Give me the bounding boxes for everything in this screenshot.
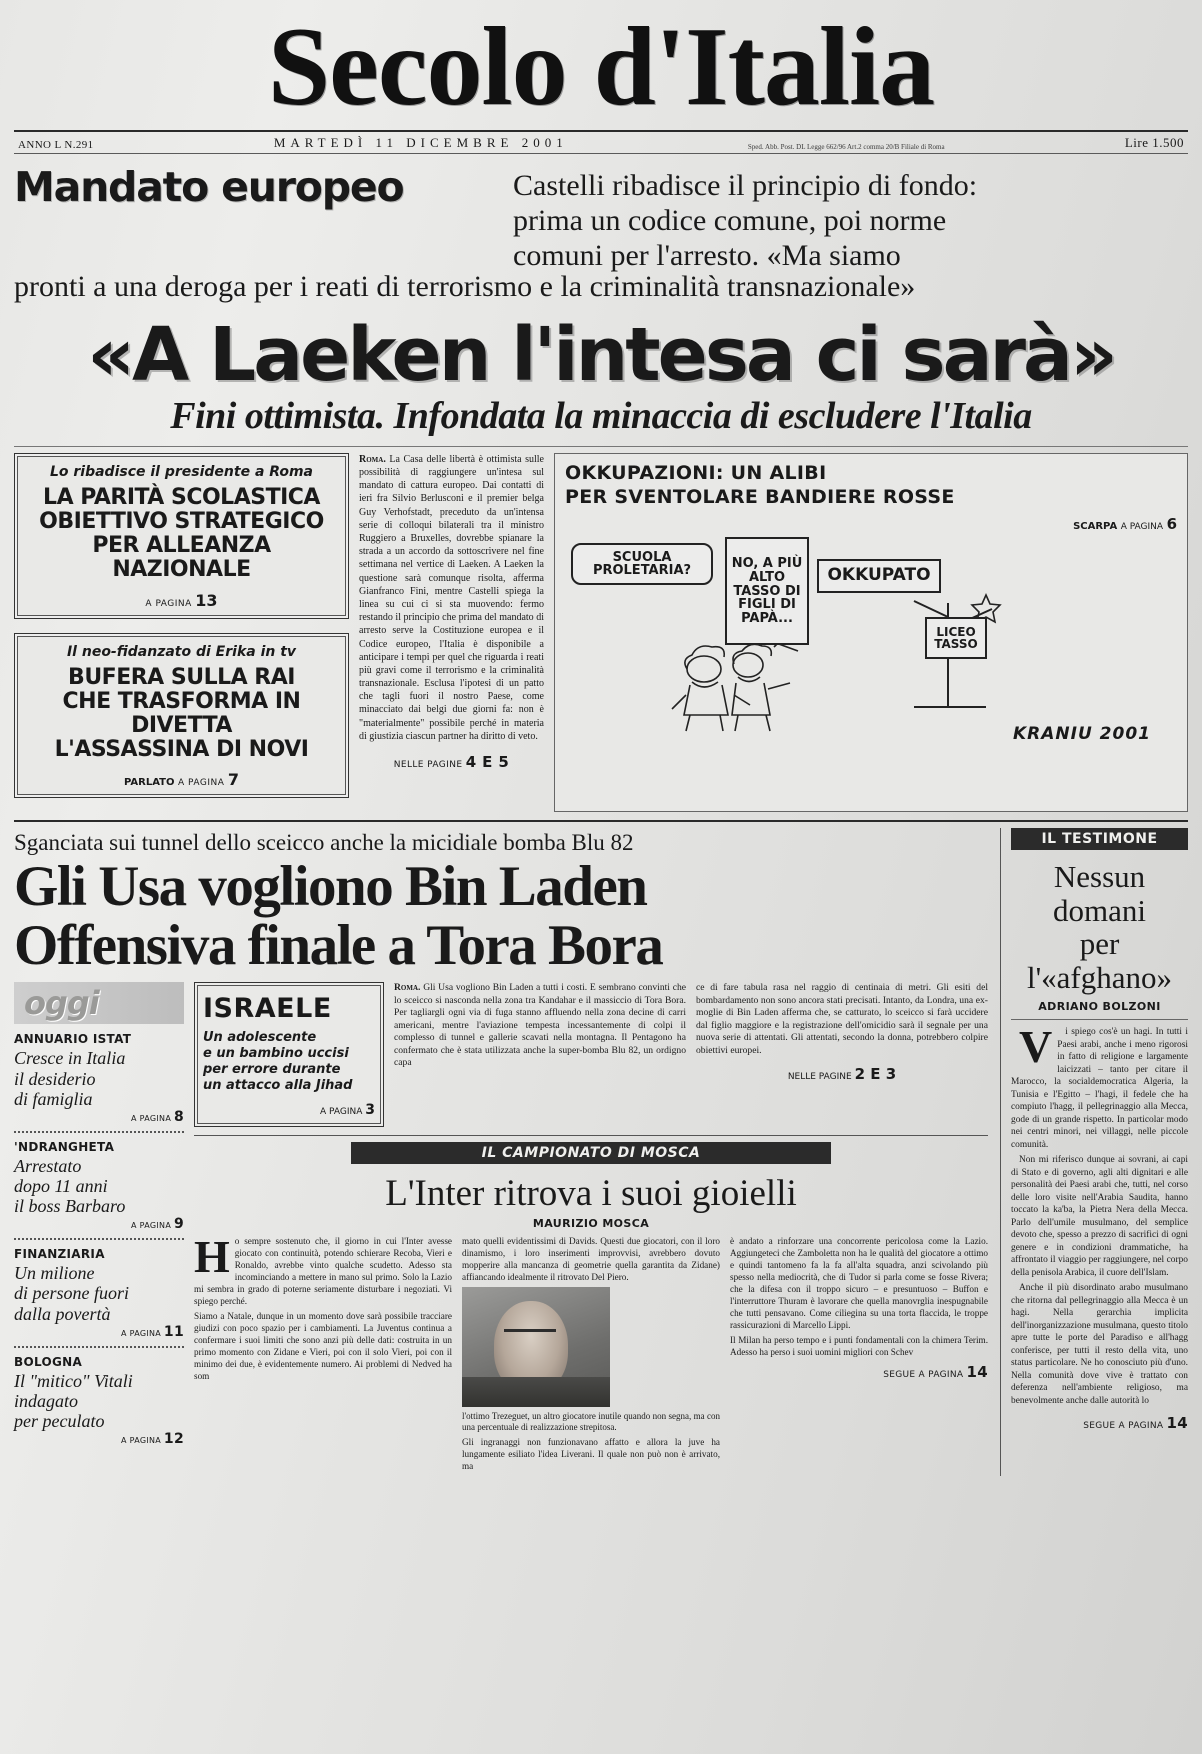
lead-body-text: La Casa delle libertà è ottimista sulle possibilità di raggiungere un'intesa sul mandato di cattura europeo. Dai contatti di ieri fra Silvio Berlusconi e il premier belga Guy Verhofstadt, preceduto da un'intensa serie di colloqui bilaterali tra il ministro Ruggiero a Bruxelles, dovrebbe spianare la strada a un accordo da sottoscrivere nel fine settimana nel vertice di Laeken. A Laeken la questione sarà comunque risolta, afferma Gianfranco Fini, mentre Castelli spiega la linea su cui ci si sta muovendo: fermo restando il principio che prima del mandato di arresto serve la Costituzione europea e il Codice europeo, l'Italia è disponibile a anticipare i tempi per quel che riguarda i reati più gravi come il terrorismo e la criminalità transnazionale. Esclusa l'ipotesi di un patto che tagli fuori il nostro Paese, come minacciato dai belgi due giorni fa: non è "materialmente" possibile perché in materia di giustizia ciascun partner ha diritto di veto.: [359, 453, 545, 742]
oggi-dot-divider: [14, 1238, 184, 1240]
section-divider: [14, 820, 1188, 822]
testimone-dropcap: V: [1019, 1021, 1053, 1073]
oggi-item-line-3: di famiglia: [14, 1088, 93, 1109]
israele-page-number: 3: [365, 1101, 375, 1118]
sport-segue-ref: [730, 1363, 988, 1383]
oggi-page-number: 8: [173, 1108, 184, 1125]
oggi-page-label: A PAGINA: [131, 1221, 172, 1231]
issue-date: MARTEDÌ 11 DICEMBRE 2001: [273, 134, 568, 150]
sport-photo-glasses: [504, 1329, 556, 1341]
sport-photo-shadow: [462, 1377, 610, 1407]
oggi-item-bologna[interactable]: [14, 1355, 184, 1447]
oggi-item-category: FINANZIARIA: [14, 1247, 105, 1262]
upper-band: [14, 453, 1188, 813]
oggi-item-line-2: di persone fuori: [14, 1283, 129, 1304]
lead-article-column: [359, 453, 544, 813]
sport-segue-label: SEGUE A PAGINA: [883, 1369, 964, 1380]
teaser-box-column: [14, 453, 349, 813]
testimone-segue-page: 14: [1166, 1414, 1188, 1433]
teaser-title-line-3: L'ASSASSINA DI NOVI: [54, 737, 309, 763]
israele-page-label: A PAGINA: [319, 1106, 363, 1117]
lead-article-body: [359, 453, 544, 743]
sport-col1-text: o sempre sostenuto che, il giorno in cui l'Inter avesse giocato con continuità, potendo schierare Recoba, Vieri e Ronaldo, avrebbe vinto qualche scudetto. Adesso sta incominciando a mettere in mano sul primo. Solo la Lazio mi sembra in grado di poterne seriamente disturbare i negoziati. Vi spiego perché.: [194, 1236, 452, 1307]
second-lead-page-label: NELLE PAGINE: [787, 1072, 852, 1083]
second-lead-kicker: Sganciata sui tunnel dello sceicco anche la micidiale bomba Blu 82: [14, 830, 634, 856]
second-lead-section: [14, 828, 1188, 1475]
oggi-item-page-ref: [14, 1431, 184, 1447]
second-lead-main: [14, 828, 988, 1475]
teaser-page-label: A PAGINA: [145, 598, 192, 609]
oggi-page-number: 12: [163, 1431, 184, 1448]
newspaper-title: Secolo d'Italia: [267, 5, 935, 129]
teaser-author: PARLATO: [123, 777, 175, 789]
israele-page-ref: [203, 1102, 375, 1118]
cartoon-page-number: 6: [1166, 515, 1177, 534]
sport-body-columns: [194, 1231, 988, 1475]
oggi-item-line-3: per peculato: [14, 1411, 105, 1432]
sport-headline[interactable]: L'Inter ritrova i suoi gioielli: [385, 1173, 797, 1215]
oggi-item-category: BOLOGNA: [14, 1354, 83, 1369]
teaser-title-line-2: OBIETTIVO STRATEGICO: [39, 509, 324, 535]
lead-page-ref: [359, 753, 544, 773]
top-story-kicker-left: Mandato europeo: [14, 162, 404, 211]
sport-photo-caption: l'ottimo Trezeguet, un altro giocatore inutile quando non segna, ma con una percentuale di realizzazione strepitosa.: [462, 1411, 720, 1433]
cartoon-figures: [672, 645, 790, 732]
teaser-box-parita-scolastica[interactable]: [14, 453, 349, 619]
cartoon-page-ref: [565, 515, 1177, 533]
oggi-item-annuario-istat[interactable]: [14, 1032, 184, 1124]
oggi-item-line-3: dalla povertà: [14, 1303, 111, 1324]
testimone-segue-label: SEGUE A PAGINA: [1083, 1421, 1164, 1432]
teaser-title-line-2: CHE TRASFORMA IN DIVETTA: [62, 688, 301, 739]
israele-sub-line-4: un attacco alla Jihad: [203, 1077, 353, 1093]
oggi-item-line-1: Arrestato: [14, 1155, 82, 1176]
second-lead-column-1: [394, 982, 686, 1127]
testimone-paragraph-1: [1011, 1021, 1188, 1151]
sport-photo: [462, 1287, 610, 1407]
second-lead-column-2: [696, 982, 988, 1127]
oggi-item-page-ref: [14, 1216, 184, 1232]
sport-col3-p1: è andato a rinforzare una concorrente pericolosa come la Lazio. Aggiungeteci che Zamboletta non ha le qualità del giocatore a ottimo e quindi tantomeno fa la fa all'alta squadra, anzi scivolando più spesso nella mediocrità, che di Tudor si parla come se fosse Rivera; che la difesa con il troppo sicuro – e presuntuoso – Buffon e l'interruttore Thuram è lavorare che quella manovrglia inespugnabile che tutti pensavano. Come ciliegina su una torta flaccida, le troppe rassicurazioni di Marcello Lippi.: [730, 1236, 988, 1331]
cartoon-headline-line-2: PER SVENTOLARE BANDIERE ROSSE: [565, 485, 955, 508]
testimone-body: [1011, 1021, 1188, 1410]
testimone-title-line-1: Nessun: [1053, 859, 1146, 895]
divider-rule: [14, 446, 1188, 447]
second-lead-page-numbers: 2 E 3: [854, 1065, 897, 1084]
israele-sub-line-2: e un bambino uccisi: [203, 1046, 349, 1062]
main-headline[interactable]: «A Laeken l'intesa ci sarà»: [87, 311, 1115, 398]
top-story-kicker-right: [513, 166, 1188, 273]
masthead-infobar: [14, 130, 1188, 154]
oggi-dot-divider: [14, 1131, 184, 1133]
sport-section: [194, 1135, 988, 1475]
second-lead-headline-line-2[interactable]: Offensiva finale a Tora Bora: [14, 914, 663, 978]
oggi-logo: oggi: [14, 982, 184, 1024]
masthead: [14, 0, 1188, 129]
cover-price: Lire 1.500: [1124, 134, 1184, 150]
top-story-kicker-wide: pronti a una deroga per i reati di terrorismo e la criminalità transnazionale»: [14, 269, 916, 303]
main-subheadline: Fini ottimista. Infondata la minaccia di escludere l'Italia: [170, 394, 1032, 437]
oggi-item-line-2: indagato: [14, 1390, 79, 1411]
sport-col2-p1: mato quelli evidentissimi di Davids. Questi due giocatori, con il loro dinamismo, i loro inserimenti improvvisi, avrebbero dovuto mopperire alla mancanza di geometrie quella garantita da Zidane) affiancando idealmente il ritrovato Del Piero.: [462, 1236, 720, 1283]
oggi-page-label: A PAGINA: [131, 1113, 172, 1123]
testimone-title[interactable]: [1011, 860, 1188, 994]
sport-col3-p2: Il Milan ha perso tempo e i punti fondamentali con la chimera Terim. Adesso ha perso i suoi uomini migliori con Schev: [730, 1335, 988, 1357]
sport-byline: MAURIZIO MOSCA: [532, 1217, 650, 1231]
teaser-page-label: A PAGINA: [177, 778, 225, 789]
testimone-paragraph-2: Non mi riferisco dunque ai sovrani, ai capi di Stato e di governo, agli alti dignitari e alle personalità dei Paesi arabi che, tutti, nel corso delle loro visite nell'Arabia Saudita, hanno toccato la ka'ba, la Pietra Nera della Mecca. Parlo dell'umile musulmano, del semplice devoto che, spesso a prezzo di sacrifici di ogni genere e in condizioni drammatiche, ha affrontato il viaggio per raggiungere, nel corpo della penisola Arabica, il cuore dell'Islam.: [1011, 1155, 1188, 1278]
oggi-item-line-1: Il "mitico" Vitali: [14, 1370, 133, 1391]
oggi-sidebar: [14, 982, 184, 1475]
kicker-right-line-1: Castelli ribadisce il principio di fondo:: [513, 168, 978, 202]
oggi-page-number: 9: [173, 1216, 184, 1233]
cartoon-page-label: A PAGINA: [1120, 522, 1164, 533]
oggi-item-line-2: dopo 11 anni: [14, 1176, 108, 1197]
sport-col1-p2: Siamo a Natale, dunque in un momento dove sarà possibile tracciare giudizi con poco spazio per i cambiamenti. La Juventus continua a confermare i suoi limiti che sono anzi più delle dati: costruita in un primo momento con Zidane e Vieri, poi con il solo Vieri, poi con il minimo dei due, è evidentemente numero. Ai problemi di Nedved ha som: [194, 1311, 452, 1381]
teaser-page-number: 7: [227, 770, 239, 790]
testimone-badge: IL TESTIMONE: [1011, 828, 1188, 850]
teaser-title-line-1: BUFERA SULLA RAI: [68, 664, 295, 690]
kicker-right-line-2: prima un codice comune, poi norme: [513, 203, 947, 237]
sport-column-3: [730, 1236, 988, 1475]
oggi-item-page-ref: [14, 1324, 184, 1340]
second-lead-body-columns: [394, 982, 988, 1127]
cartoon-bubble-1: SCUOLA PROLETARIA?: [571, 543, 713, 585]
editorial-cartoon-panel[interactable]: [554, 453, 1188, 813]
second-lead-right-block: [194, 982, 988, 1475]
teaser-title-line-3: PER ALLEANZA NAZIONALE: [92, 533, 271, 583]
oggi-item-category: 'NDRANGHETA: [14, 1139, 115, 1154]
sport-segue-page: 14: [966, 1362, 988, 1381]
testimone-column: [1000, 828, 1188, 1475]
sport-column-1: [194, 1231, 452, 1475]
oggi-item-line-1: Un milione: [14, 1263, 95, 1284]
second-lead-col2-body: ce di fare tabula rasa nel raggio di centinaia di metri. Gli esiti del bombardamento non sono ancora stati precisati. Intanto, da Londra, una ex-moglie di Bin Laden afferma che, se catturato, lo sceicco si farà uccidere dal figlio maggiore e la registrazione dell'omicidio sarà il segnale per una nuova serie di attentati. Gli attentati, secondo la donna, potrebbero colpire obiettivi europei.: [696, 982, 988, 1056]
teaser-page-ref: [23, 591, 340, 610]
testimone-title-line-2: domani: [1053, 892, 1146, 928]
cartoon-bubble-okkupato: OKKUPATO: [817, 559, 941, 593]
second-lead-content-row: [14, 982, 988, 1475]
oggi-dot-divider: [14, 1346, 184, 1348]
teaser-box-israele[interactable]: [194, 982, 384, 1127]
oggi-page-label: A PAGINA: [120, 1328, 162, 1338]
second-lead-page-ref: [696, 1065, 988, 1085]
lead-dateline: Roma.: [359, 453, 386, 465]
oggi-item-ndrangheta[interactable]: [14, 1140, 184, 1232]
israele-sub-line-3: per errore durante: [203, 1062, 341, 1078]
sport-col1-p1: [194, 1231, 452, 1308]
second-lead-headline-line-1[interactable]: Gli Usa vogliono Bin Laden: [14, 855, 647, 919]
teaser-title-line-1: LA PARITÀ SCOLASTICA: [43, 484, 320, 510]
teaser-page-ref: [23, 770, 340, 789]
testimone-byline: ADRIANO BOLZONI: [1011, 1000, 1188, 1020]
second-lead-dateline: Roma.: [394, 982, 421, 994]
issue-number: ANNO L N.291: [18, 138, 94, 151]
top-story-kickers: [14, 162, 1188, 273]
cartoon-signature: KRANIU 2001: [1012, 724, 1151, 745]
oggi-item-line-1: Cresce in Italia: [14, 1048, 126, 1069]
teaser-occhiello: Il neo-fidanzato di Erika in tv: [66, 643, 297, 660]
sport-banner: IL CAMPIONATO DI MOSCA: [351, 1142, 831, 1164]
sport-column-2: [462, 1236, 720, 1475]
oggi-item-category: ANNUARIO ISTAT: [14, 1032, 132, 1047]
testimone-paragraph-3: Anche il più disordinato arabo musulmano che ritorna dal pellegrinaggio alla Mecca è un hagi. Nella gerarchia implicita dell'inorganizzazione musulmana, questo titolo apre tutte le porte del Paradiso e all'hagg conferisce, per tutti il resto della vita, uno status particolare. Ne ho conosciuto più d'uno. Nella comunità dove vive è trattato con deferenza nell'ambiente religioso, ma benevolmente anche dalle autorità lo: [1011, 1283, 1188, 1406]
second-lead-col1-text: [394, 982, 686, 1069]
testimone-body-1: i spiego cos'è un hagi. In tutti i Paesi arabi, anche i meno rigorosi in fatto di religione e largamente laicizzati – tanto per citare il Marocco, la socialdemocratica Algeria, la Tunisia e l'Egitto – l'hagi, il fedele che ha compiuto l'hagg, il pellegrinaggio alla Mecca, gode di un grande rispetto. In particolar modo nei centri minori, nei villaggi, nelle piccole comunità.: [1011, 1027, 1188, 1150]
cartoon-author: SCARPA: [1073, 521, 1118, 533]
oggi-item-page-ref: [14, 1109, 184, 1125]
postal-notice: Sped. Abb. Post. DL Legge 662/96 Art.2 comma 20/B Filiale di Roma: [747, 142, 945, 151]
israele-and-body: [194, 982, 988, 1127]
oggi-page-number: 11: [163, 1323, 184, 1340]
sport-dropcap: H: [194, 1231, 230, 1283]
cartoon-headline-line-1: OKKUPAZIONI: UN ALIBI: [565, 461, 827, 484]
lead-page-numbers: 4 E 5: [465, 753, 510, 772]
israele-sub-line-1: Un adolescente: [203, 1030, 317, 1046]
oggi-item-finanziaria[interactable]: [14, 1247, 184, 1339]
teaser-page-number: 13: [195, 590, 218, 610]
israele-title: ISRAELE: [203, 993, 332, 1025]
sport-col2-p3: Gli ingranaggi non funzionavano affatto e allora la juve ha lungamente esiliato l'idea Liverani. Il quale non può non è arrivato, ma: [462, 1436, 720, 1471]
lead-page-label: NELLE PAGINE: [393, 760, 463, 771]
kicker-right-line-3: comuni per l'arresto. «Ma siamo: [513, 238, 901, 272]
oggi-page-label: A PAGINA: [120, 1436, 162, 1446]
teaser-box-bufera-rai[interactable]: [14, 633, 349, 799]
testimone-segue-ref: [1011, 1414, 1188, 1432]
oggi-item-line-3: il boss Barbaro: [14, 1196, 126, 1217]
cartoon-artwork: [565, 537, 1177, 745]
teaser-occhiello: Lo ribadisce il presidente a Roma: [49, 463, 314, 480]
testimone-title-line-3: per l'«afghano»: [1026, 926, 1173, 995]
cartoon-bubble-2: NO, A PIÙ ALTO TASSO DI FIGLI DI PAPÀ...: [725, 537, 809, 645]
second-lead-col1-body: Gli Usa vogliono Bin Laden a tutti i costi. E sembrano convinti che lo sceicco si nasconda nella zona tra Kandahar e il massiccio di Tora Bora. Per tagliargli ogni via di fuga stanno affluendo nella zona decine di carri americani, mentre l'aviazione tempesta incessantemente di colpi il complesso di tunnel e gallerie scavati nella montagna. Il Pentagono ha confermato che è stata utilizzata anche la super-bomba Blu 82, un ordigno capa: [394, 982, 687, 1069]
oggi-item-line-2: il desiderio: [14, 1068, 96, 1089]
cartoon-bubble-liceo-tasso: LICEO TASSO: [925, 617, 987, 659]
